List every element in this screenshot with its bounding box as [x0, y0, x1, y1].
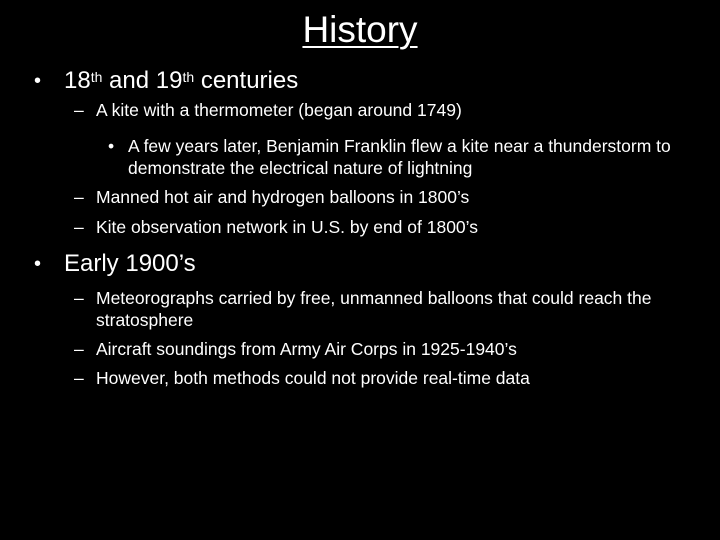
- sub-bullet-text: A kite with a thermometer (began around 1749): [96, 100, 462, 120]
- sub-bullet-meteorographs: [74, 287, 696, 331]
- sub-bullet-text: Kite observation network in U.S. by end of 1800’s: [96, 217, 478, 237]
- dash-marker: –: [74, 339, 84, 359]
- sub-bullet-text: Meteorographs carried by free, unmanned balloons that could reach the stratosphere: [96, 288, 652, 330]
- bullet-centuries: [34, 67, 299, 95]
- bullet-text-part: and 19: [102, 67, 183, 94]
- superscript: th: [182, 69, 195, 85]
- dash-marker: –: [74, 100, 84, 120]
- dash-marker: –: [74, 288, 84, 308]
- dash-marker: –: [74, 217, 84, 237]
- sub-bullet-text: However, both methods could not provide real-time data: [96, 368, 530, 388]
- sub-bullet-balloons: [74, 186, 696, 208]
- slide-title: History: [302, 9, 418, 50]
- dash-marker: –: [74, 187, 84, 207]
- sub-bullet-text: Manned hot air and hydrogen balloons in 1800’s: [96, 187, 470, 207]
- bullet-early-1900s: [34, 250, 196, 278]
- sub-bullet-realtime: [74, 367, 696, 389]
- bullet-text-part: centuries: [194, 67, 299, 94]
- superscript: th: [90, 69, 103, 85]
- sub-sub-bullet-text: A few years later, Benjamin Franklin flew a kite near a thunderstorm to demonstrate the electrical nature of lightning: [128, 136, 671, 178]
- bullet-marker: •: [34, 253, 42, 275]
- sub-bullet-kite-network: [74, 216, 696, 238]
- sub-bullet-kite: [74, 99, 696, 121]
- bullet-marker: •: [34, 70, 42, 92]
- bullet-text: Early 1900’s: [64, 250, 196, 277]
- dash-marker: –: [74, 368, 84, 388]
- sub-bullet-aircraft: [74, 338, 696, 360]
- sub-bullet-text: Aircraft soundings from Army Air Corps in 1925-1940’s: [96, 339, 517, 359]
- sub-sub-bullet-franklin: [108, 135, 688, 179]
- bullet-marker: •: [108, 136, 115, 156]
- bullet-text-part: 18: [64, 67, 91, 94]
